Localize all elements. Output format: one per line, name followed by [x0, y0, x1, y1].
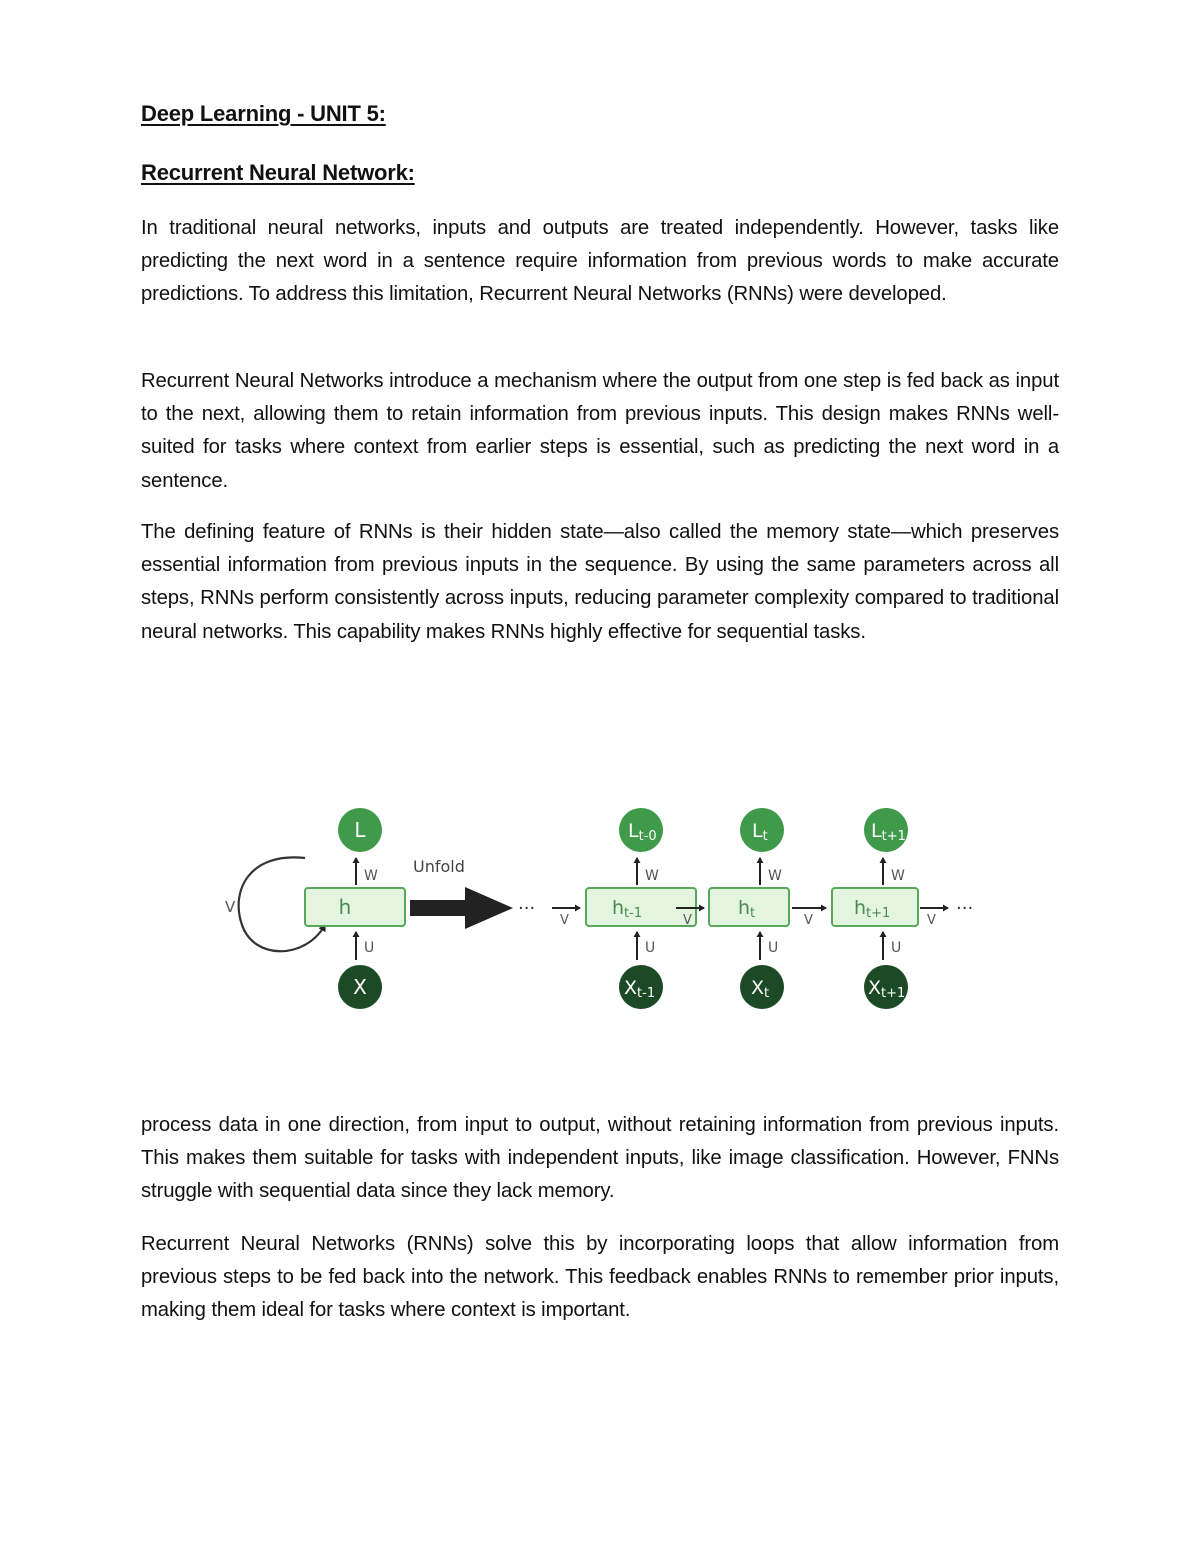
chain-weight-label-3: V	[927, 913, 936, 928]
step-2-input-label: Xt	[751, 977, 770, 1001]
folded-hidden-box	[305, 888, 405, 926]
unrolled-step-3	[832, 808, 918, 1009]
step-1-input-weight-label: U	[645, 940, 656, 956]
rnn-unfold-diagram	[220, 800, 990, 1025]
paragraph-mechanism: Recurrent Neural Networks introduce a mechanism where the output from one step is fed back as input to the next, allowing them to retain information from previous inputs. This design makes RNNs well-suited for tasks where context from earlier steps is essential, such as predicting the next word in a sentence.	[141, 370, 1059, 492]
unfold-transition	[410, 857, 513, 929]
unfold-label: Unfold	[413, 857, 465, 876]
step-2-output-weight-label: W	[768, 868, 782, 884]
folded-output-weight-label: W	[364, 868, 378, 884]
folded-recurrent-weight-label: V	[225, 898, 236, 916]
topic-heading: Recurrent Neural Network:	[141, 160, 415, 185]
step-3-input-weight-label: U	[891, 940, 902, 956]
folded-input-weight-label: U	[364, 940, 375, 956]
chain-weight-label-2: V	[804, 913, 813, 928]
rnn-diagram-svg	[220, 800, 990, 1025]
step-2-input-weight-label: U	[768, 940, 779, 956]
folded-input-label: X	[353, 975, 367, 999]
paragraph-hidden-state: The defining feature of RNNs is their hidden state—also called the memory state—which preserves essential information from previous inputs in the sequence. By using the same parameters across all steps, RNNs perform consistently across inputs, reducing parameter complexity compared to traditional neural networks. This capability makes RNNs highly effective for sequential tasks.	[141, 521, 1059, 643]
chain-weight-label-1: V	[683, 913, 692, 928]
trailing-ellipsis: ···	[956, 898, 974, 919]
step-2-hidden-label: ht	[738, 897, 756, 921]
unfold-arrow	[410, 887, 513, 929]
step-3-hidden-label: ht+1	[854, 897, 891, 921]
folded-rnn	[225, 808, 405, 1009]
unrolled-step-2	[709, 808, 789, 1009]
step-1-hidden-label: ht-1	[612, 897, 643, 921]
step-1-output-weight-label: W	[645, 868, 659, 884]
unrolled-rnn	[518, 808, 973, 1009]
step-2-output-label: Lt	[752, 820, 768, 844]
step-3-input-label: Xt+1	[868, 977, 906, 1001]
chain-weight-label-0: V	[560, 913, 569, 928]
unit-heading: Deep Learning - UNIT 5:	[141, 101, 386, 126]
step-1-output-label: Lt-0	[628, 820, 657, 844]
paragraph-rnn-loops: Recurrent Neural Networks (RNNs) solve this by incorporating loops that allow information from previous steps to be fed back into the network. This feedback enables RNNs to remember prior inputs, making them ideal for tasks where context is important.	[141, 1233, 1059, 1322]
folded-output-label: L	[354, 818, 366, 842]
step-1-input-label: Xt-1	[624, 977, 656, 1001]
leading-ellipsis: ···	[518, 898, 536, 919]
step-3-output-label: Lt+1	[871, 820, 906, 844]
paragraph-intro: In traditional neural networks, inputs and outputs are treated independently. However, tasks like predicting the next word in a sentence require information from previous words to make accurate predictions. To address this limitation, Recurrent Neural Networks (RNNs) were developed.	[141, 217, 1059, 306]
paragraph-fnn: process data in one direction, from input to output, without retaining information from previous inputs. This makes them suitable for tasks with independent inputs, like image classification. However, FNNs struggle with sequential data since they lack memory.	[141, 1114, 1059, 1203]
folded-hidden-label: h	[338, 895, 352, 919]
step-3-output-weight-label: W	[891, 868, 905, 884]
